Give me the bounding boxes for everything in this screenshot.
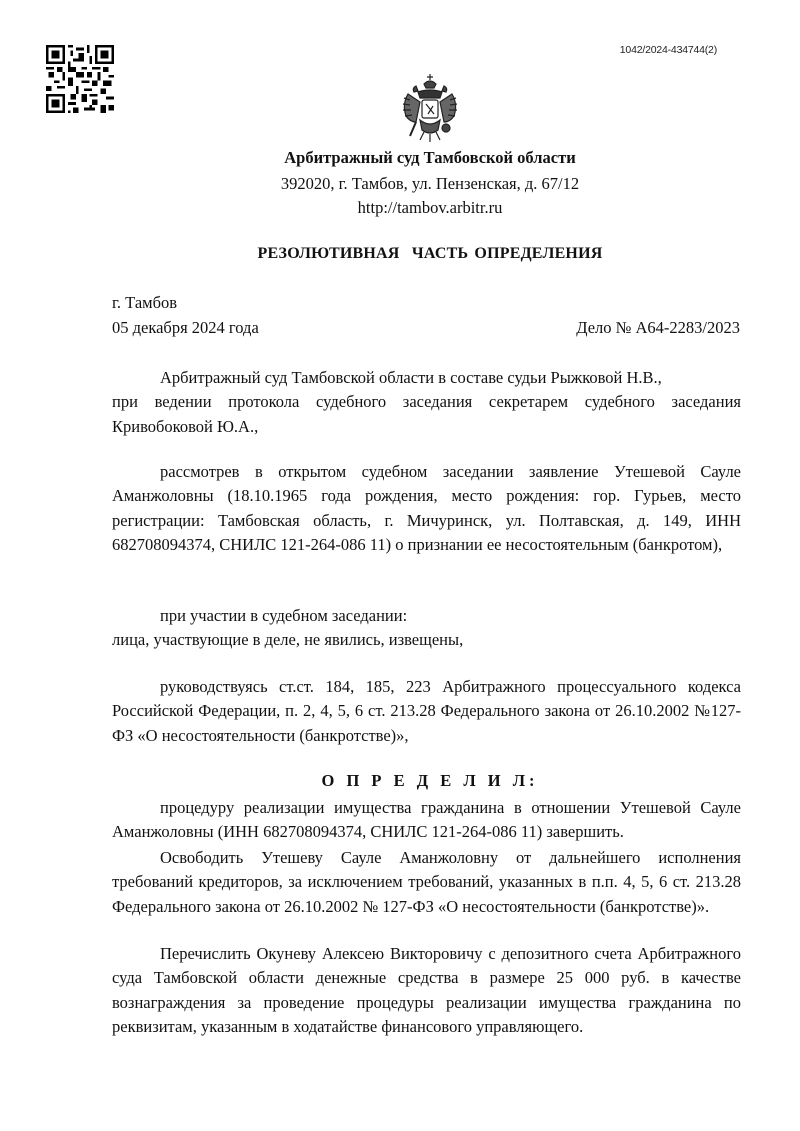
court-address: 392020, г. Тамбов, ул. Пензенская, д. 67/12 xyxy=(280,174,580,193)
court-name: Арбитражный суд Тамбовской области xyxy=(284,148,576,167)
ruling-text: Освободить Утешеву Сауле Аманжоловну от дальнейшего исполнения требований кредиторов, за исключением требований, указанных в п.п. 4, 5, 6 ст. 213.28 Федерального закона от 26.10.2002 № 127-ФЗ «О несостоятельности (банкротстве)». xyxy=(112,848,741,916)
participation-paragraph xyxy=(112,604,741,653)
qr-code-icon xyxy=(46,45,114,113)
ruling-item xyxy=(112,942,741,1039)
ruling-text: процедуру реализации имущества гражданина в отношении Утешевой Сауле Аманжоловны (ИНН 682708094374, СНИЛС 121-264-086 11) завершить. xyxy=(112,798,741,842)
court-composition-paragraph xyxy=(112,366,741,439)
guided-text: руководствуясь ст.ст. 184, 185, 223 Арбитражного процессуального кодекса Российской Федерации, п. 2, 4, 5, 6 ст. 213.28 Федерального закона от 26.10.2002 №127-ФЗ «О несостоятельности (банкротстве)», xyxy=(112,677,741,745)
participation-line-1: при участии в судебном заседании: xyxy=(160,606,408,625)
decided-heading: О П Р Е Д Е Л И Л: xyxy=(321,771,539,790)
ruling-text: Перечислить Окуневу Алексею Викторовичу с депозитного счета Арбитражного суда Тамбовской области денежные средства в размере 25 000 руб. в качестве вознаграждения за проведение процедуры реализации имущества гражданина по реквизитам, указанным в ходатайстве финансового управляющего. xyxy=(112,944,741,1036)
composition-line-1: Арбитражный суд Тамбовской области в составе судьи Рыжковой Н.В., xyxy=(160,368,662,387)
composition-line-2: при ведении протокола судебного заседания секретарем судебного заседания xyxy=(112,392,741,412)
considered-paragraph xyxy=(112,460,741,557)
document-date: 05 декабря 2024 года xyxy=(112,318,259,337)
document-title: РЕЗОЛЮТИВНАЯ ЧАСТЬ ОПРЕДЕЛЕНИЯ xyxy=(257,245,603,262)
considered-text: рассмотрев в открытом судебном заседании заявление Утешевой Сауле Аманжоловны (18.10.1965 года рождения, место рождения: гор. Гурьев, место регистрации: Тамбовская область, г. Мичуринск, ул. Полтавская, д. 149, ИНН 682708094374, СНИЛС 121-264-086 11) о признании ее несостоятельным (банкротом), xyxy=(112,462,741,554)
case-number: Дело № А64-2283/2023 xyxy=(576,318,740,337)
ruling-item xyxy=(112,846,741,919)
ruling-item xyxy=(112,796,741,845)
russian-coat-of-arms-icon xyxy=(398,70,462,145)
city: г. Тамбов xyxy=(112,293,178,312)
court-website-link[interactable]: http://tambov.arbitr.ru xyxy=(357,198,503,217)
participation-line-2: лица, участвующие в деле, не явились, извещены, xyxy=(112,630,464,650)
document-number: 1042/2024-434744(2) xyxy=(619,44,717,56)
composition-line-3: Кривобоковой Ю.А., xyxy=(112,416,259,436)
guided-paragraph xyxy=(112,675,741,748)
